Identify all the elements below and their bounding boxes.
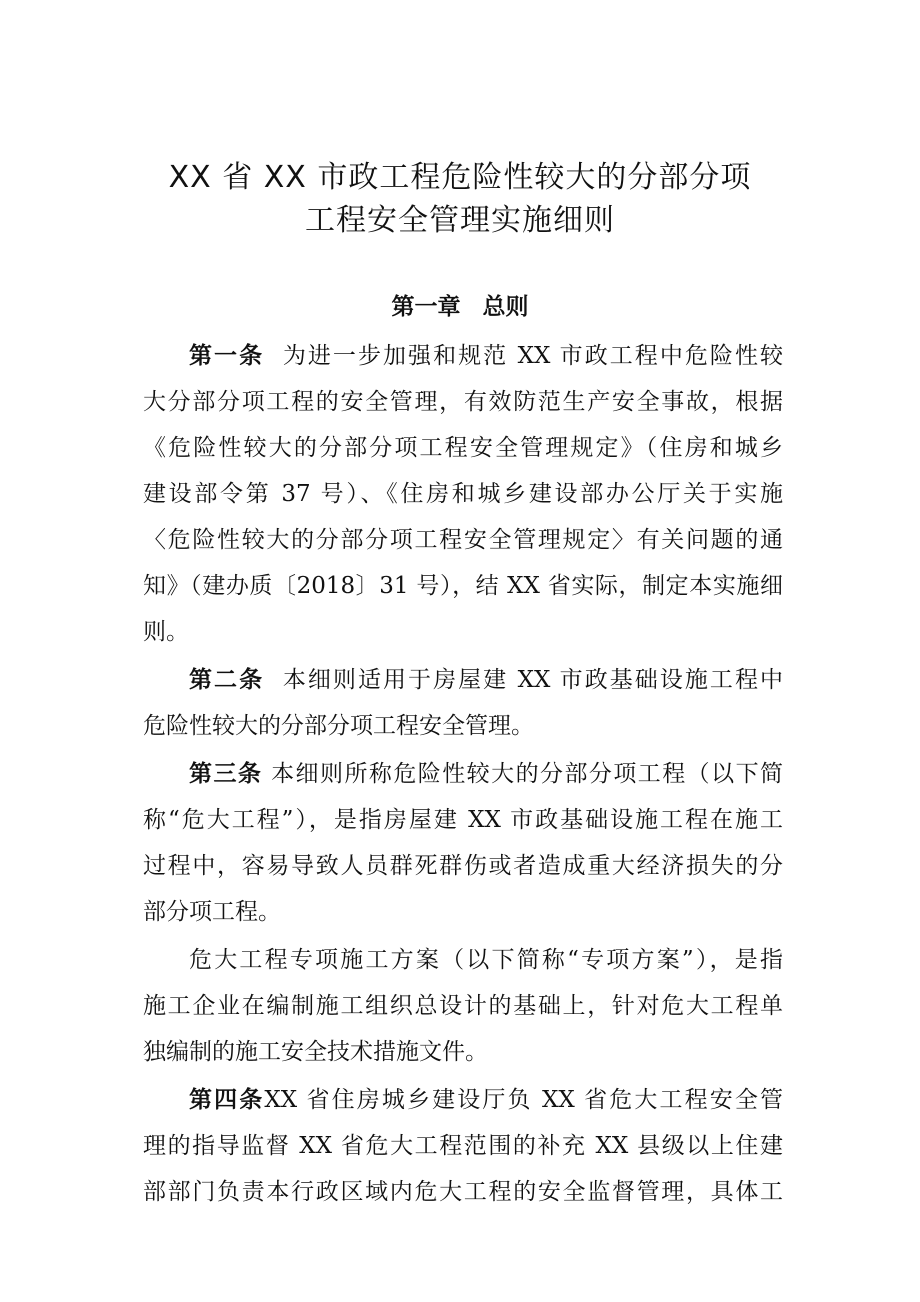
paragraph-line: 第四条XX 省住房城乡建设厅负 XX 省危大工程安全管 <box>189 1087 783 1113</box>
paragraph-line: 〈危险性较大的分部分项工程安全管理规定〉有关问题的通 <box>143 527 783 553</box>
paragraph-line: 部分项工程。 <box>143 899 281 925</box>
document-title-line-2: 工程安全管理实施细则 <box>305 203 615 238</box>
paragraph-line: 理的指导监督 XX 省危大工程范围的补充 XX 县级以上住建 <box>143 1133 783 1159</box>
paragraph-line: 危险性较大的分部分项工程安全管理。 <box>143 713 534 739</box>
paragraph-line: 独编制的施工安全技术措施文件。 <box>143 1039 488 1065</box>
article-label: 第二条 <box>189 667 265 693</box>
chapter-heading <box>0 290 920 324</box>
chapter-number: 第一章 <box>391 294 461 320</box>
paragraph-line: 第一条 为进一步加强和规范 XX 市政工程中危险性较 <box>189 343 783 369</box>
paragraph-line: 过程中，容易导致人员群死群伤或者造成重大经济损失的分 <box>143 853 783 879</box>
paragraph-line: 施工企业在编制施工组织总设计的基础上，针对危大工程单 <box>143 993 783 1019</box>
paragraph-line: 《危险性较大的分部分项工程安全管理规定》（住房和城乡 <box>143 435 783 461</box>
paragraph-line: 第三条 本细则所称危险性较大的分部分项工程（以下简 <box>189 761 783 787</box>
paragraph-line: 大分部分项工程的安全管理，有效防范生产安全事故，根据 <box>143 389 783 415</box>
paragraph-line: 第二条 本细则适用于房屋建 XX 市政基础设施工程中 <box>189 667 783 693</box>
chapter-name: 总则 <box>482 294 529 320</box>
document-title-line-1: XX 省 XX 市政工程危险性较大的分部分项 <box>168 160 752 195</box>
paragraph-line: 称“危大工程”），是指房屋建 XX 市政基础设施工程在施工 <box>143 807 783 833</box>
paragraph-line: 危大工程专项施工方案（以下简称“专项方案”），是指 <box>189 947 783 973</box>
paragraph-line: 知》（建办质〔2018〕31 号），结 XX 省实际，制定本实施细 <box>143 573 783 599</box>
article-label: 第一条 <box>189 343 265 369</box>
document-body <box>143 333 783 1215</box>
paragraph-line: 部部门负责本行政区域内危大工程的安全监督管理，具体工 <box>143 1179 783 1205</box>
paragraph-line: 建设部令第 37 号）、《住房和城乡建设部办公厅关于实施 <box>143 481 783 507</box>
article-label: 第四条 <box>189 1087 265 1113</box>
paragraph-line: 则。 <box>143 619 189 645</box>
article-label: 第三条 <box>189 761 263 787</box>
